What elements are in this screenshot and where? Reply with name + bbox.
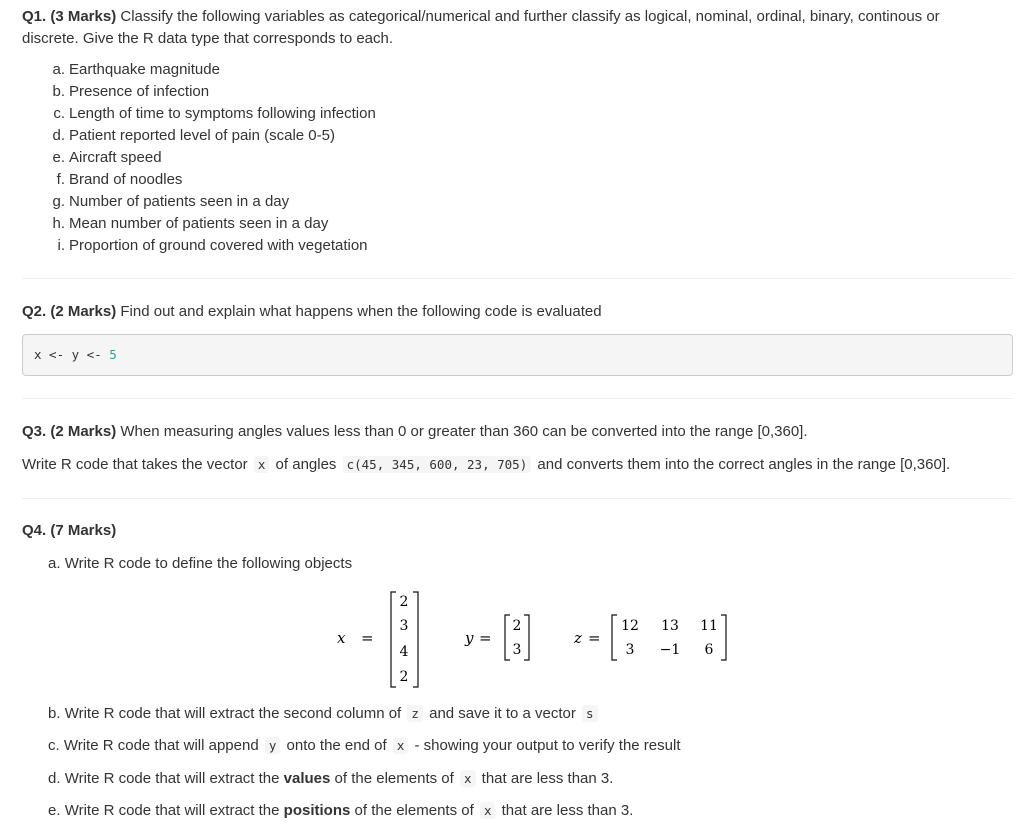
q4-heading <box>22 520 116 542</box>
inline-code: x <box>460 770 476 787</box>
q1-list-item <box>48 81 209 103</box>
divider <box>22 278 1013 279</box>
q4-item-d <box>48 768 613 790</box>
q4-item-e <box>48 800 633 822</box>
item-letter: b. <box>48 705 61 722</box>
q1-list-item <box>48 235 368 257</box>
inline-code: s <box>582 705 598 722</box>
y-value: 2 <box>512 618 522 634</box>
x-variable: x <box>337 629 346 647</box>
q2-text: Find out and explain what happens when the following code is evaluated <box>120 303 602 320</box>
item-letter: h. <box>52 215 65 232</box>
z-value: 12 <box>621 618 639 634</box>
q1-list-item <box>48 191 289 213</box>
item-letter: e. <box>52 149 65 166</box>
inline-code: x <box>480 802 496 819</box>
q1-heading <box>22 6 940 28</box>
q4-item-a <box>48 553 352 575</box>
inline-code: x <box>254 456 270 473</box>
item-text: Write R code that will append <box>63 737 259 754</box>
item-text: Patient reported level of pain (scale 0-5) <box>69 127 335 144</box>
item-letter: c. <box>53 105 65 122</box>
q3-heading <box>22 421 808 443</box>
right-bracket <box>721 615 726 660</box>
z-value: −1 <box>659 642 681 658</box>
item-text: Write R code that will extract the <box>64 770 280 787</box>
z-value: 6 <box>704 642 714 658</box>
q2-code-block <box>22 334 1013 376</box>
item-letter: a. <box>48 555 61 572</box>
right-bracket <box>524 615 529 660</box>
item-text: Write R code that will extract the <box>64 802 280 819</box>
equals-sign: = <box>479 629 492 647</box>
right-bracket <box>413 592 418 687</box>
item-letter: b. <box>52 83 65 100</box>
q1-list-item <box>48 147 162 169</box>
item-text: onto the end of <box>286 737 387 754</box>
item-text: Number of patients seen in a day <box>69 193 290 210</box>
q4-label: Q4. (7 Marks) <box>22 522 117 539</box>
item-text: Length of time to symptoms following infection <box>69 105 376 122</box>
q1-list-item <box>48 59 220 81</box>
item-text: Write R code to define the following objects <box>64 555 353 572</box>
inline-code: c(45, 345, 600, 23, 705) <box>343 456 532 473</box>
y-variable: y <box>465 629 474 647</box>
z-value: 13 <box>661 618 679 634</box>
item-text: Mean number of patients seen in a day <box>69 215 329 232</box>
left-bracket <box>505 615 510 660</box>
item-letter: e. <box>48 802 61 819</box>
item-text: Aircraft speed <box>69 149 162 166</box>
q2-heading <box>22 301 602 323</box>
item-text: Earthquake magnitude <box>69 61 220 78</box>
item-letter: d. <box>52 127 65 144</box>
x-value: 2 <box>399 669 409 685</box>
item-letter: f. <box>56 171 65 188</box>
q1-list-item <box>48 125 335 147</box>
q3-line2-b: of angles <box>275 456 337 473</box>
inline-code: z <box>407 705 423 722</box>
x-value: 2 <box>399 594 409 610</box>
divider <box>22 398 1013 399</box>
z-value: 11 <box>700 618 718 634</box>
item-letter: a. <box>52 61 65 78</box>
inline-code: x <box>393 737 409 754</box>
item-text: Write R code that will extract the second column of <box>64 705 402 722</box>
divider <box>22 498 1013 499</box>
x-value: 3 <box>399 618 409 634</box>
q3-label: Q3. (2 Marks) <box>22 423 117 440</box>
item-text: and save it to a vector <box>429 705 576 722</box>
item-text: Proportion of ground covered with vegetation <box>69 237 368 254</box>
q2-code-prefix: x <- y <- <box>34 347 110 362</box>
item-text: that are less than 3. <box>501 802 634 819</box>
item-text: of the elements of <box>354 802 474 819</box>
item-text: Brand of noodles <box>69 171 183 188</box>
x-value: 4 <box>399 644 409 660</box>
item-text: Presence of infection <box>69 83 210 100</box>
equals-sign: = <box>361 629 374 647</box>
z-value: 3 <box>625 642 635 658</box>
item-letter: g. <box>52 193 65 210</box>
equals-sign: = <box>588 629 601 647</box>
q2-label: Q2. (2 Marks) <box>22 303 117 320</box>
q3-line2-c: and converts them into the correct angles in the range [0,360]. <box>537 456 951 473</box>
item-letter: c. <box>48 737 60 754</box>
q4-item-b <box>48 703 600 725</box>
q2-code-number: 5 <box>109 347 117 362</box>
inline-code: y <box>265 737 281 754</box>
item-bold: values <box>283 770 331 787</box>
q1-label: Q1. (3 Marks) <box>22 8 117 25</box>
item-text: - showing your output to verify the result <box>414 737 681 754</box>
q1-text-line1: Classify the following variables as categorical/numerical and further classify as logical, nominal, ordinal, binary, continous or <box>120 8 940 25</box>
left-bracket <box>612 615 617 660</box>
q3-line2-a: Write R code that takes the vector <box>22 456 248 473</box>
q1-list-item <box>48 213 328 235</box>
y-value: 3 <box>512 642 522 658</box>
q1-list-item <box>48 169 182 191</box>
q4-item-c <box>48 735 680 757</box>
z-variable: z <box>574 629 582 647</box>
q1-list-item <box>48 103 376 125</box>
q3-text: When measuring angles values less than 0 or greater than 360 can be converted into the range [0,360]. <box>120 423 808 440</box>
left-bracket <box>391 592 396 687</box>
q1-text-line2: discrete. Give the R data type that corresponds to each. <box>22 30 394 47</box>
item-bold: positions <box>283 802 351 819</box>
item-letter: d. <box>48 770 61 787</box>
item-text: of the elements of <box>334 770 454 787</box>
matrix-definitions <box>0 585 1024 695</box>
item-letter: i. <box>57 237 65 254</box>
item-text: that are less than 3. <box>481 770 614 787</box>
q3-line2 <box>22 454 950 476</box>
